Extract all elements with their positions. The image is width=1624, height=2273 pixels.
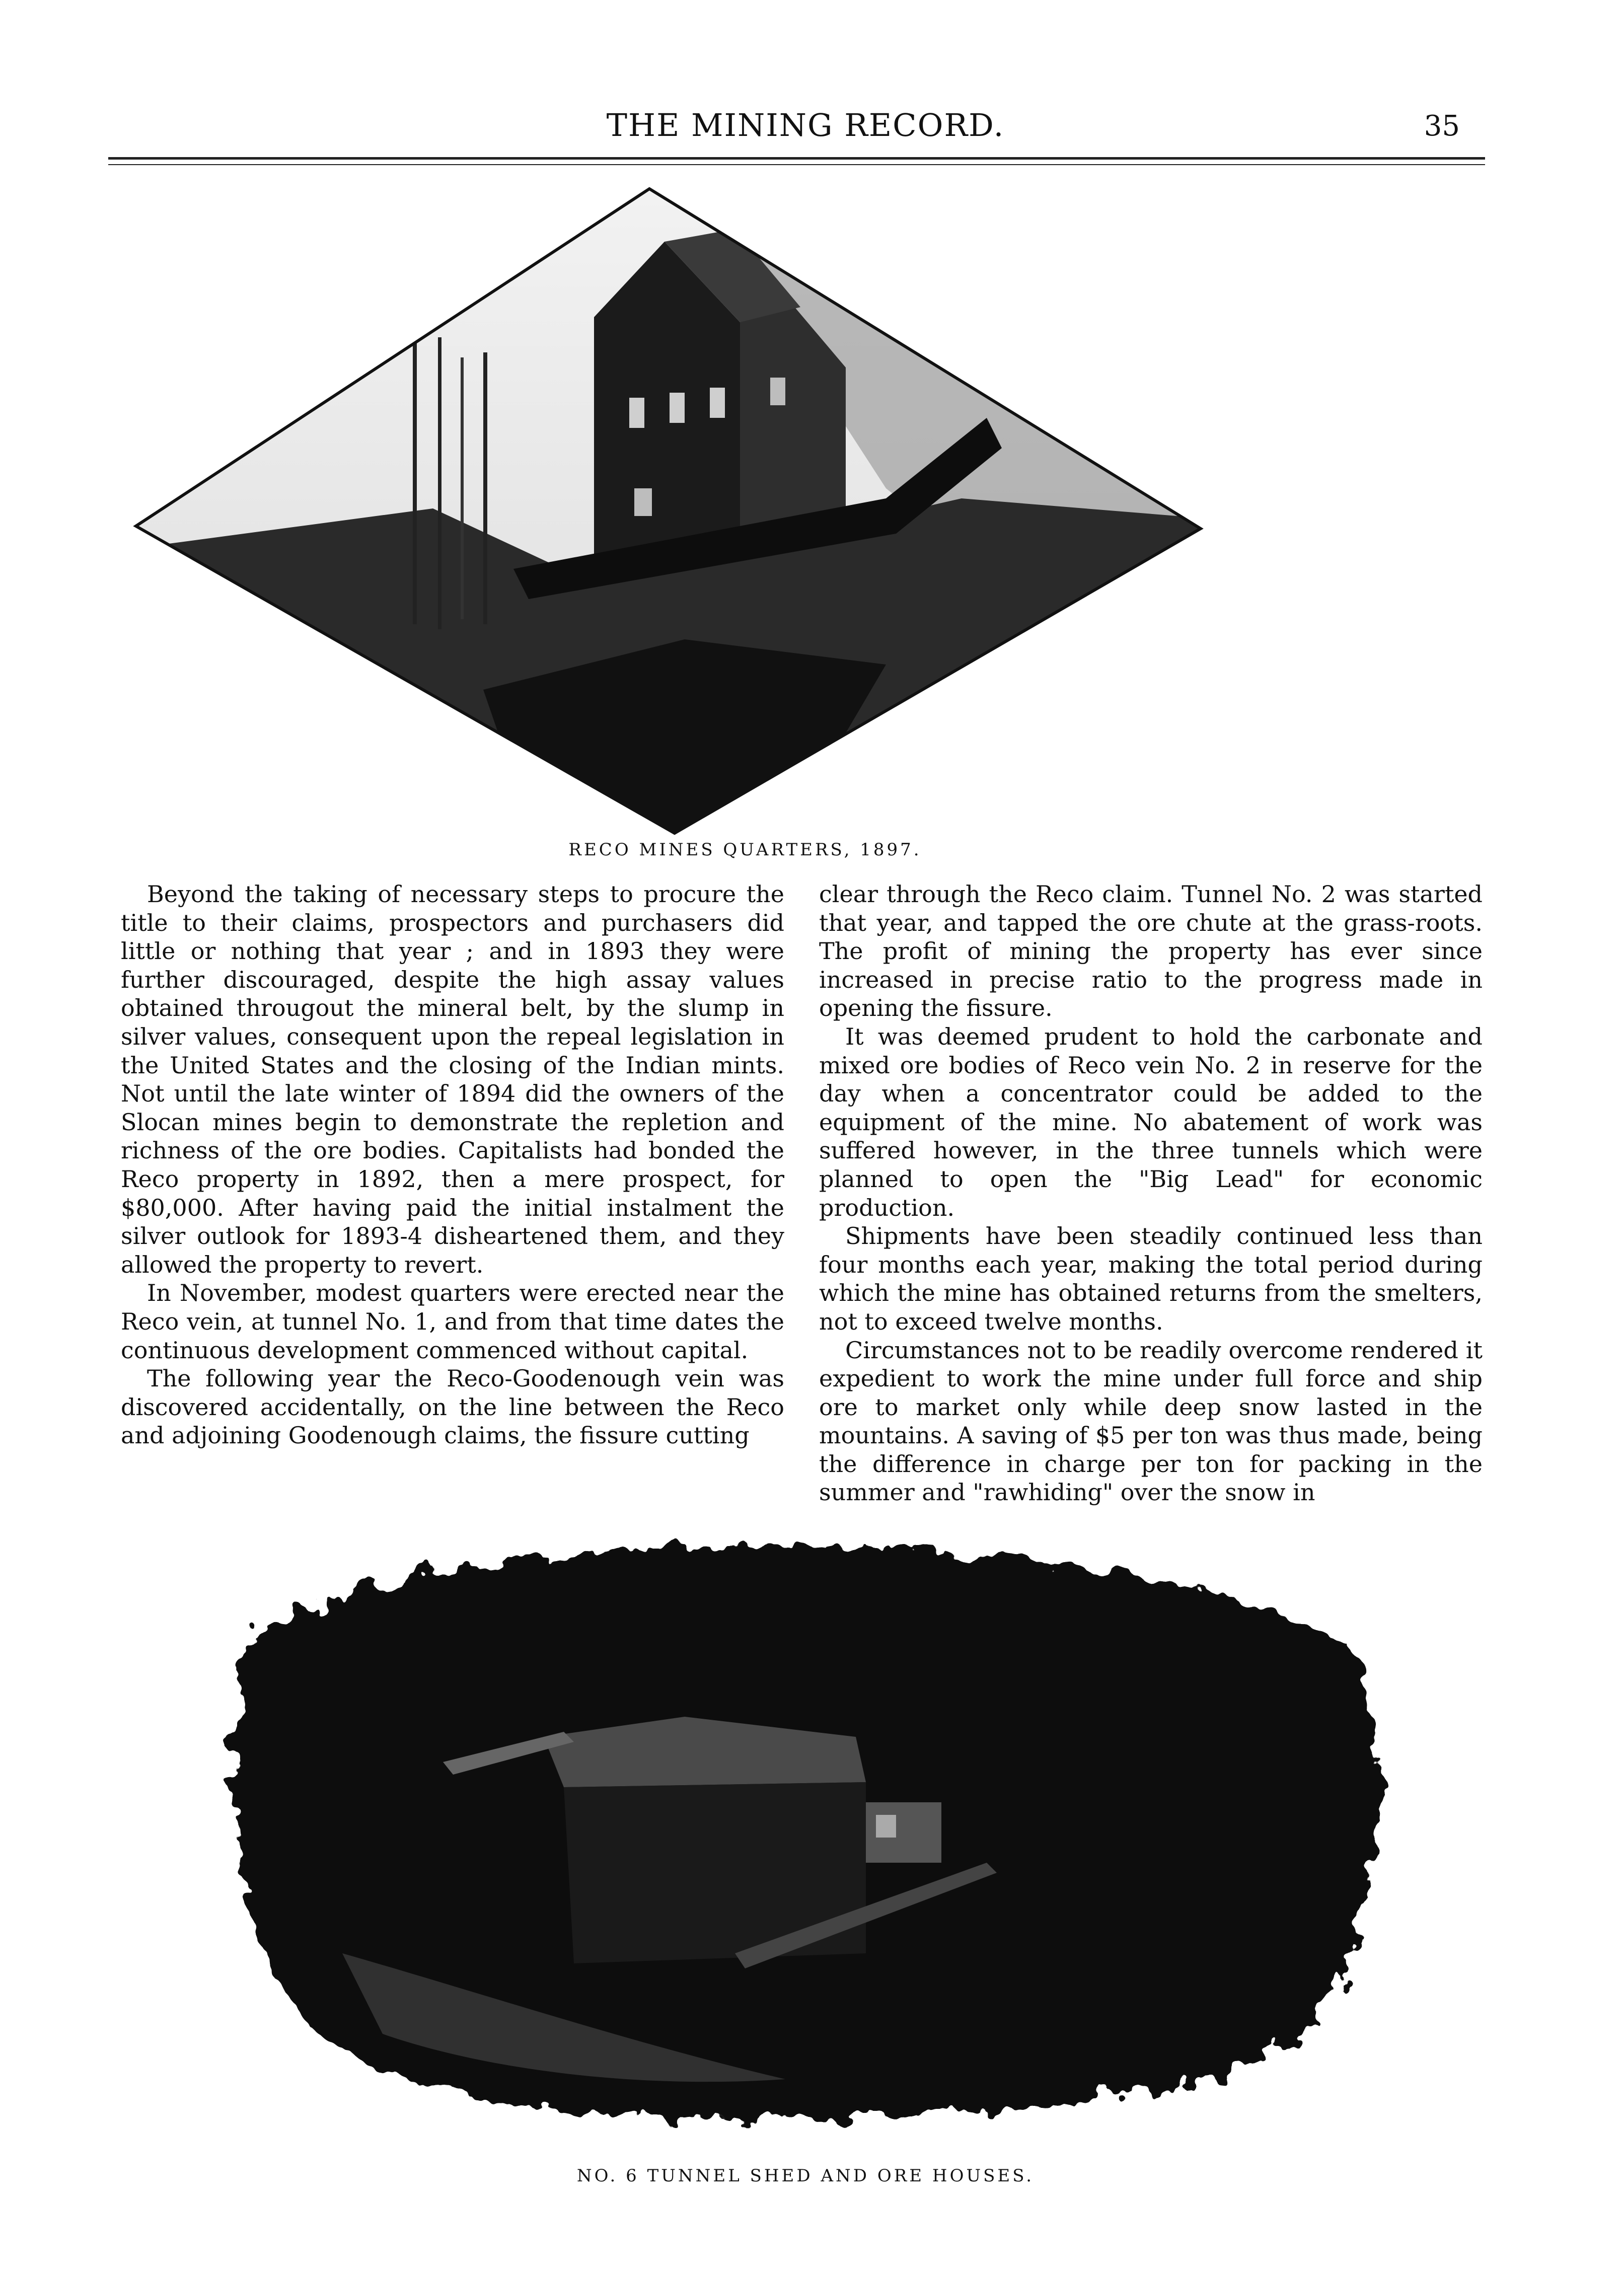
page-number: 35 [1424, 110, 1460, 142]
reco-mines-quarters-photo [131, 186, 1208, 836]
article-column-right [819, 880, 1483, 1507]
paragraph: In November, modest quarters were erected near the Reco vein, at tunnel No. 1, and from that time dates the continuous development commenced without capital. [121, 1279, 784, 1364]
paragraph: Beyond the taking of necessary steps to procure the title to their claims, prospectors and purchasers did little or nothing that year ; and in 1893 they were further discouraged, despite the high assay values obtained througout the mineral belt, by the slump in silver values, consequent upon the repeal legislation in the United States and the closing of the Indian mints. Not until the late winter of 1894 did the owners of the Slocan mines begin to demonstrate the repletion and richness of the ore bodies. Capitalists had bonded the Reco property in 1892, then a mere prospect, for $80,000. After having paid the initial instalment the silver outlook for 1893-4 disheartened them, and they allowed the property to revert. [121, 881, 784, 1278]
article-column-left [121, 880, 784, 1450]
paragraph: The following year the Reco-Goodenough vein was discovered accidentally, on the line between the Reco and adjoining Goodenough claims, the fissure cutting [121, 1365, 784, 1449]
figure-caption: NO. 6 TUNNEL SHED AND ORE HOUSES. [576, 2166, 1035, 2186]
running-header: THE MINING RECORD. [606, 107, 1005, 143]
paragraph: It was deemed prudent to hold the carbonate and mixed ore bodies of Reco vein No. 2 in reserve for the day when a concentrator could be added to the equipment of the mine. No abatement of work was suffered however, in the three tunnels which were planned to open the "Big Lead" for economic production. [819, 1022, 1483, 1221]
paragraph: Circumstances not to be readily overcome rendered it expedient to work the mine under full force and ship ore to market only while deep snow lasted in the mountains. A saving of $5 per ton was thus made, being the difference in charge per ton for packing in the summer and "rawhiding" over the snow in [819, 1336, 1483, 1506]
paragraph: Shipments have been steadily continued less than four months each year, making the total period during which the mine has obtained returns from the smelters, not to exceed twelve months. [819, 1222, 1483, 1335]
header-rule [108, 157, 1485, 160]
paragraph: clear through the Reco claim. Tunnel No. 2 was started that year, and tapped the ore chute at the grass-roots. The profit of mining the property has ever since increased in precise ratio to the progress made in opening the fissure. [819, 881, 1483, 1022]
tunnel-shed-photo [181, 1500, 1410, 2135]
header-rule-thin [108, 164, 1485, 165]
figure-caption: RECO MINES QUARTERS, 1897. [568, 840, 922, 860]
